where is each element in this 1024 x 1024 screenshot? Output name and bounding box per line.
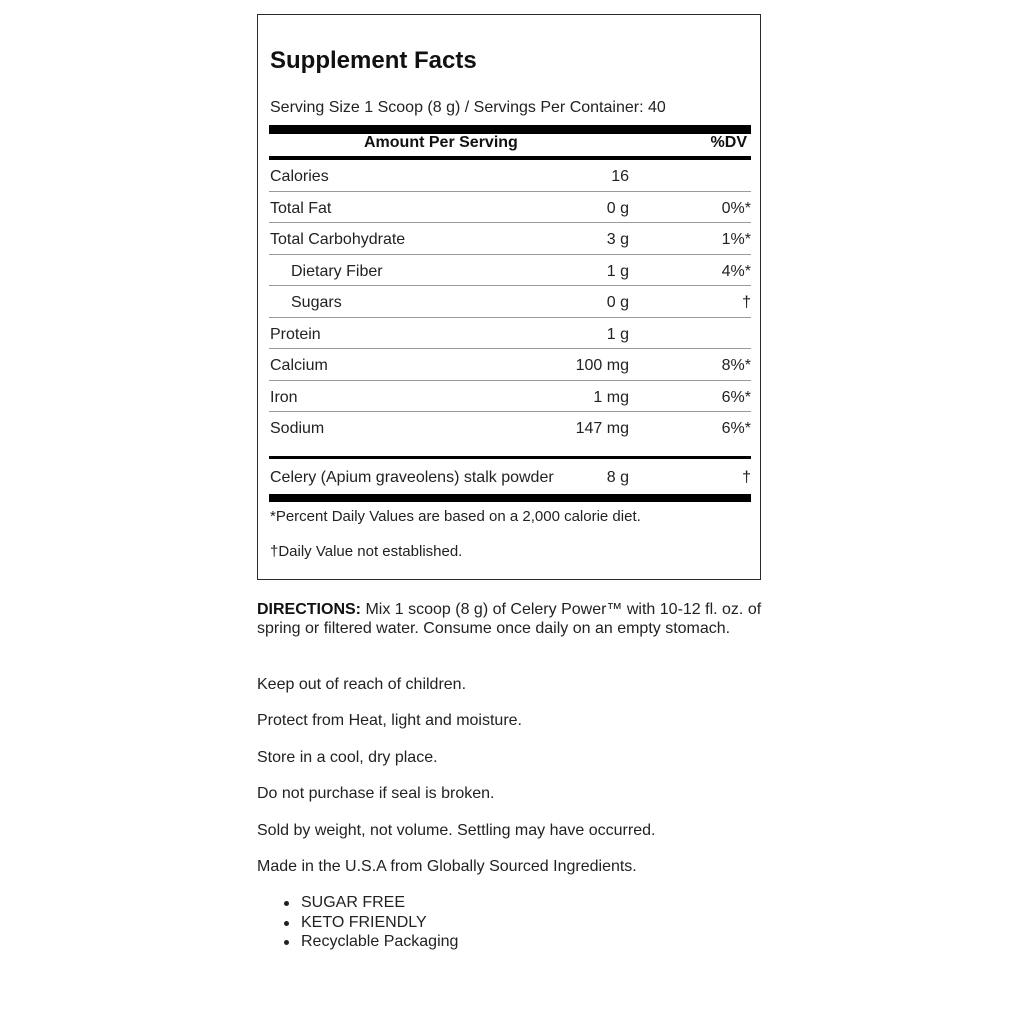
directions-paragraph (257, 600, 767, 638)
directions-text: Mix 1 scoop (8 g) of Celery Power™ with 10-12 fl. oz. of spring or filtered water. Consume once daily on an empty stomach. (257, 601, 762, 637)
nutrient-amount: 16 (611, 168, 629, 185)
feature-bullet-list (257, 893, 657, 952)
divider-thick-bottom (269, 494, 751, 502)
nutrient-name: Sodium (270, 420, 325, 437)
footnote-dagger: †Daily Value not established. (270, 543, 463, 560)
nutrient-name: Total Fat (270, 199, 332, 217)
nutrient-name: Protein (270, 325, 321, 343)
nutrient-dv: 8%* (721, 357, 751, 374)
ingredient-amount: 8 g (606, 469, 629, 486)
nutrient-row-sugars (269, 286, 751, 318)
note-protect: Protect from Heat, light and moisture. (257, 712, 522, 729)
nutrient-row-dietary-fiber (269, 255, 751, 287)
note-seal: Do not purchase if seal is broken. (257, 785, 495, 802)
nutrient-row-total-fat (269, 192, 751, 224)
nutrient-amount: 1 mg (593, 388, 629, 406)
nutrient-name: Calories (270, 168, 329, 185)
footnote-percent-daily-value: *Percent Daily Values are based on a 2,000 calorie diet. (270, 508, 641, 525)
nutrient-row-sodium (269, 412, 751, 444)
bullet-dot-icon (284, 940, 289, 945)
nutrient-dv: 4%* (721, 262, 751, 280)
bullet-item (257, 893, 657, 913)
bullet-dot-icon (284, 921, 289, 926)
nutrient-amount: 3 g (606, 231, 629, 248)
nutrient-dv: 6%* (721, 388, 751, 406)
facts-title: Supplement Facts (270, 47, 477, 74)
serving-size: Serving Size 1 Scoop (8 g) / Servings Per Container: 40 (270, 99, 666, 116)
nutrient-name: Iron (270, 388, 298, 406)
nutrient-row-protein (269, 318, 751, 350)
supplement-facts-panel (257, 14, 761, 580)
bullet-dot-icon (284, 901, 289, 906)
header-amount-per-serving: Amount Per Serving (364, 134, 518, 151)
bullet-text: SUGAR FREE (301, 894, 406, 911)
nutrient-dv: † (742, 294, 751, 311)
nutrient-dv: 1%* (721, 231, 751, 248)
note-weight: Sold by weight, not volume. Settling may have occurred. (257, 822, 656, 839)
nutrient-row-calories (269, 160, 751, 192)
nutrient-name: Dietary Fiber (291, 262, 383, 280)
ingredient-dv: † (742, 469, 751, 486)
nutrient-amount: 100 mg (575, 357, 629, 374)
nutrient-amount: 0 g (606, 294, 629, 311)
nutrient-dv: 0%* (721, 199, 751, 217)
note-children: Keep out of reach of children. (257, 676, 467, 693)
bullet-text: Recyclable Packaging (301, 933, 459, 950)
divider-thick-top (269, 125, 751, 134)
bullet-item (257, 932, 657, 952)
nutrient-row-calcium (269, 349, 751, 381)
note-origin: Made in the U.S.A from Globally Sourced Ingredients. (257, 858, 637, 875)
nutrient-name: Calcium (270, 357, 328, 374)
nutrient-amount: 0 g (606, 199, 629, 217)
nutrient-name: Total Carbohydrate (270, 231, 406, 248)
nutrient-row-iron (269, 381, 751, 413)
ingredient-name: Celery (Apium graveolens) stalk powder (270, 469, 554, 486)
bullet-item (257, 913, 657, 933)
nutrient-amount: 1 g (606, 262, 629, 280)
nutrient-dv: 6%* (721, 420, 751, 437)
nutrient-rows (269, 160, 751, 444)
bullet-text: KETO FRIENDLY (301, 913, 427, 931)
facts-header-row (269, 134, 751, 156)
nutrient-amount: 147 mg (575, 420, 629, 437)
note-storage: Store in a cool, dry place. (257, 749, 438, 766)
header-daily-value: %DV (710, 134, 747, 151)
nutrient-name: Sugars (291, 294, 342, 311)
nutrient-amount: 1 g (606, 325, 629, 343)
ingredient-row-celery (269, 459, 751, 489)
nutrient-row-total-carbohydrate (269, 223, 751, 255)
directions-label: DIRECTIONS: (257, 601, 361, 618)
